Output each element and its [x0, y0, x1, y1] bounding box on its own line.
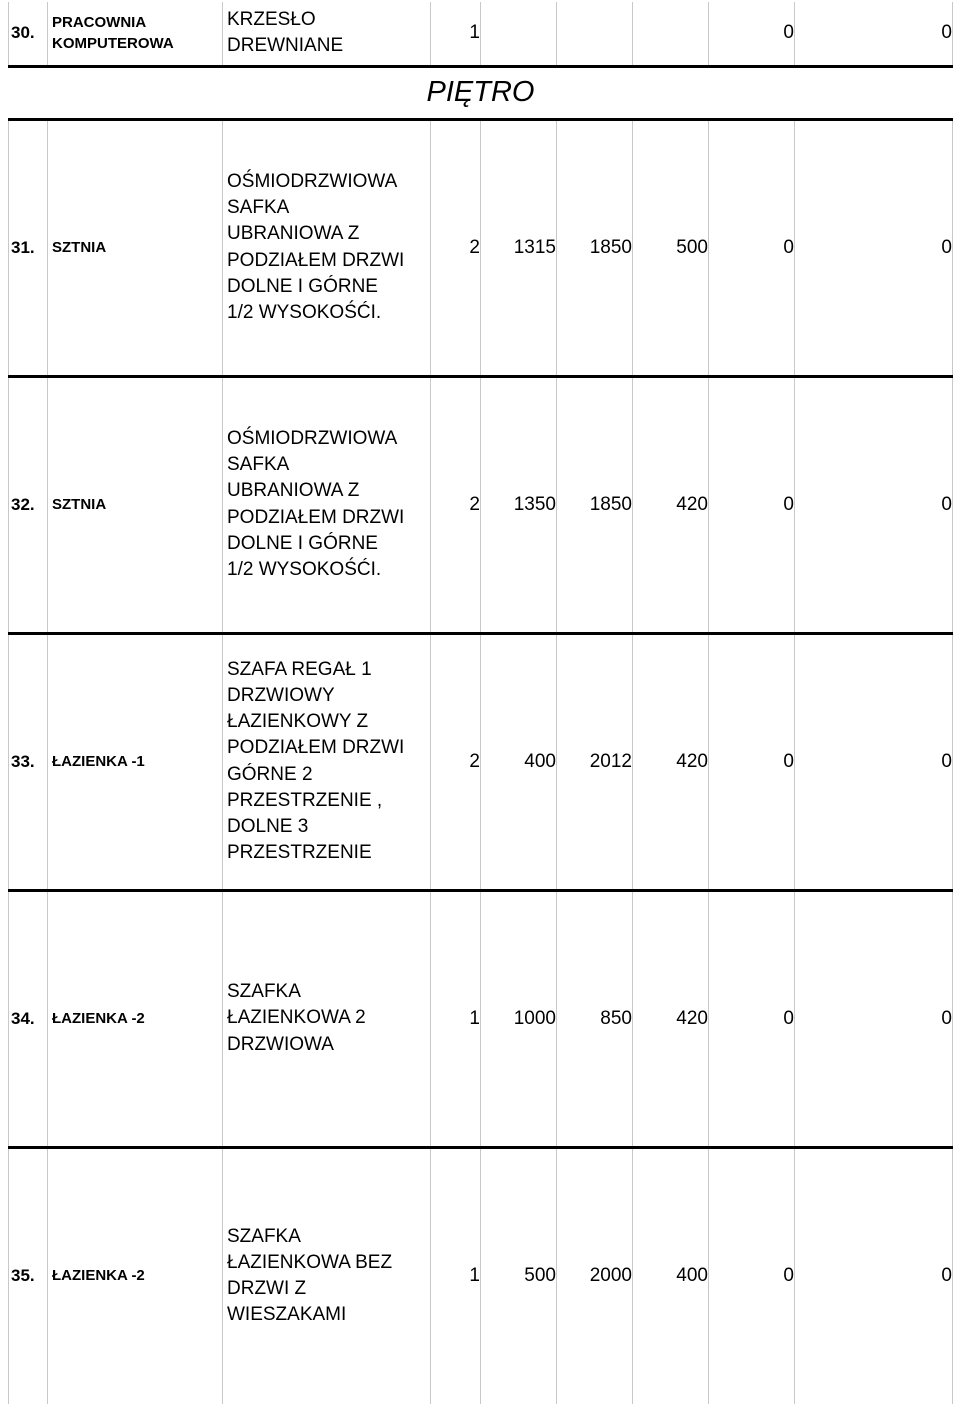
height-cell: 2012: [557, 633, 633, 890]
text-line: ŁAZIENKOWY Z: [227, 711, 369, 733]
text-line: SZAFKA: [227, 981, 301, 1003]
text-line: DOLNE I GÓRNE: [227, 532, 378, 554]
section-row: [9, 66, 953, 119]
row-number: 31.: [9, 119, 48, 376]
text-line: KOMPUTEROWA: [52, 35, 174, 53]
text-line: OŚMIODRZWIOWA: [227, 428, 398, 450]
room-name: [48, 2, 223, 66]
text-line: DREWNIANE: [227, 35, 344, 57]
row-number: 35.: [9, 1147, 48, 1404]
depth-cell: [633, 2, 709, 66]
row-number: 32.: [9, 376, 48, 633]
row-number: 34.: [9, 890, 48, 1147]
table-row: [9, 633, 953, 890]
table-row: [9, 890, 953, 1147]
table-row: [9, 376, 953, 633]
text-line: SZAFA REGAŁ 1: [227, 659, 372, 681]
quantity-cell: 2: [431, 376, 481, 633]
height-cell: 1850: [557, 119, 633, 376]
row-number: 30.: [9, 2, 48, 66]
item-description: [223, 2, 431, 66]
furniture-table: [8, 2, 953, 1404]
text-line: DOLNE I GÓRNE: [227, 275, 378, 297]
text-line: 1/2 WYSOKOŚĆI.: [227, 301, 382, 323]
text-line: PRZESTRZENIE: [227, 841, 372, 863]
value-cell-2: 0: [795, 2, 953, 66]
width-cell: 1000: [481, 890, 557, 1147]
text-line: ŁAZIENKOWA BEZ: [227, 1252, 393, 1274]
text-line: GÓRNE 2: [227, 763, 313, 785]
depth-cell: 400: [633, 1147, 709, 1404]
text-line: SZTNIA: [52, 495, 107, 513]
value-cell-1: 0: [709, 376, 795, 633]
text-line: ŁAZIENKA -1: [52, 752, 145, 770]
depth-cell: 420: [633, 633, 709, 890]
table-row: [9, 1147, 953, 1404]
text-line: PODZIAŁEM DRZWI: [227, 506, 405, 528]
text-line: ŁAZIENKOWA 2: [227, 1007, 366, 1029]
depth-cell: 420: [633, 376, 709, 633]
quantity-cell: 1: [431, 1147, 481, 1404]
value-cell-2: 0: [795, 633, 953, 890]
text-line: ŁAZIENKA -2: [52, 1009, 145, 1027]
quantity-cell: 2: [431, 119, 481, 376]
text-line: UBRANIOWA Z: [227, 223, 360, 245]
text-line: SAFKA: [227, 197, 290, 219]
text-line: DRZWIOWA: [227, 1033, 334, 1055]
text-line: SZAFKA: [227, 1226, 301, 1248]
text-line: DOLNE 3: [227, 815, 309, 837]
width-cell: 1315: [481, 119, 557, 376]
width-cell: [481, 2, 557, 66]
height-cell: 850: [557, 890, 633, 1147]
value-cell-1: 0: [709, 1147, 795, 1404]
value-cell-2: 0: [795, 890, 953, 1147]
text-line: PODZIAŁEM DRZWI: [227, 249, 405, 271]
value-cell-1: 0: [709, 633, 795, 890]
text-line: DRZWIOWY: [227, 685, 335, 707]
item-description: [223, 1147, 431, 1404]
quantity-cell: 1: [431, 2, 481, 66]
room-name: [48, 1147, 223, 1404]
room-name: [48, 376, 223, 633]
text-line: KRZESŁO: [227, 9, 316, 31]
value-cell-2: 0: [795, 1147, 953, 1404]
table-row: [9, 119, 953, 376]
room-name: [48, 633, 223, 890]
value-cell-2: 0: [795, 119, 953, 376]
section-title: PIĘTRO: [9, 66, 953, 119]
row-number: 33.: [9, 633, 48, 890]
text-line: UBRANIOWA Z: [227, 480, 360, 502]
height-cell: 1850: [557, 376, 633, 633]
text-line: 1/2 WYSOKOŚĆI.: [227, 558, 382, 580]
value-cell-1: 0: [709, 119, 795, 376]
quantity-cell: 1: [431, 890, 481, 1147]
text-line: SAFKA: [227, 454, 290, 476]
item-description: [223, 376, 431, 633]
text-line: SZTNIA: [52, 238, 107, 256]
width-cell: 400: [481, 633, 557, 890]
text-line: OŚMIODRZWIOWA: [227, 171, 398, 193]
value-cell-2: 0: [795, 376, 953, 633]
height-cell: [557, 2, 633, 66]
quantity-cell: 2: [431, 633, 481, 890]
text-line: PRZESTRZENIE ,: [227, 789, 383, 811]
height-cell: 2000: [557, 1147, 633, 1404]
text-line: PRACOWNIA: [52, 13, 147, 31]
room-name: [48, 119, 223, 376]
table-row: [9, 2, 953, 66]
width-cell: 1350: [481, 376, 557, 633]
width-cell: 500: [481, 1147, 557, 1404]
item-description: [223, 119, 431, 376]
text-line: ŁAZIENKA -2: [52, 1267, 145, 1285]
depth-cell: 420: [633, 890, 709, 1147]
room-name: [48, 890, 223, 1147]
text-line: PODZIAŁEM DRZWI: [227, 737, 405, 759]
value-cell-1: 0: [709, 890, 795, 1147]
depth-cell: 500: [633, 119, 709, 376]
text-line: DRZWI Z: [227, 1278, 307, 1300]
value-cell-1: 0: [709, 2, 795, 66]
item-description: [223, 890, 431, 1147]
text-line: WIESZAKAMI: [227, 1304, 347, 1326]
item-description: [223, 633, 431, 890]
